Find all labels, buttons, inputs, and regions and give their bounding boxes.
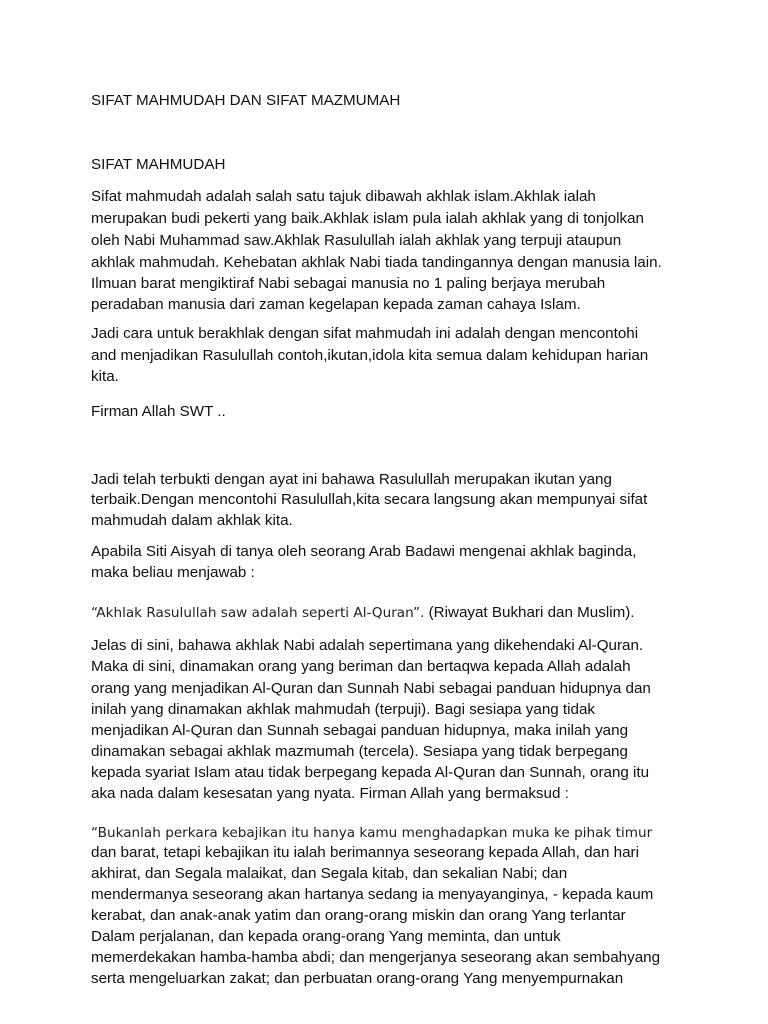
text-line: Maka di sini, dinamakan orang yang beriman dan bertaqwa kepada Allah adalah [91,658,631,675]
text-line: Jadi cara untuk berakhlak dengan sifat mahmudah ini adalah dengan mencontohi [91,325,639,342]
text-line: mahmudah dalam akhlak kita. [91,512,293,529]
text-line: Jadi telah terbukti dengan ayat ini bahawa Rasulullah merupakan ikutan yang [91,471,612,488]
text-line: memerdekakan hamba-hamba abdi; dan mengerjanya seseorang akan sembahyang [91,949,661,966]
text-line: mendermanya seseorang akan hartanya sedang ia menyayanginya, - kepada kaum [91,886,654,903]
quote-firman-start: “Bukanlah perkara kebajikan itu hanya kamu menghadapkan muka ke pihak timur [91,825,653,841]
text-line: serta mengeluarkan zakat; dan perbuatan orang-orang Yang menyempurnakan [91,970,624,987]
text-line: oleh Nabi Muhammad saw.Akhlak Rasulullah ialah akhlak yang terpuji ataupun [91,232,622,249]
text-line: akhirat, dan Segala malaikat, dan Segala kitab, dan sekalian Nabi; dan [91,865,568,882]
text-line: kita. [91,368,119,385]
text-line: Sifat mahmudah adalah salah satu tajuk dibawah akhlak islam.Akhlak ialah [91,188,596,205]
text-line: dinamakan sebagai akhlak mazmumah (tercela). Sesiapa yang tidak berpegang [91,743,628,760]
text-line: akhlak mahmudah. Kehebatan akhlak Nabi tiada tandingannya dengan manusia lain. [91,254,662,271]
text-line: Ilmuan barat mengiktiraf Nabi sebagai manusia no 1 paling berjaya merubah [91,275,606,292]
text-line: kepada syariat Islam atau tidak berpegang kepada Al-Quran dan Sunnah, orang itu [91,764,650,781]
section-heading: SIFAT MAHMUDAH [91,156,226,173]
text-line: kerabat, dan anak-anak yatim dan orang-orang miskin dan orang Yang terlantar [91,907,626,924]
quote-text: “Akhlak Rasulullah saw adalah seperti Al-Quran”. [91,605,425,621]
text-line: orang yang menjadikan Al-Quran dan Sunnah Nabi sebagai panduan hidupnya dan [91,680,651,697]
document-title: SIFAT MAHMUDAH DAN SIFAT MAZMUMAH [91,92,401,109]
quote-source: (Riwayat Bukhari dan Muslim). [424,604,635,621]
firman-line: Firman Allah SWT .. [91,403,226,420]
text-line: maka beliau menjawab : [91,564,255,581]
text-line: inilah yang dinamakan akhlak mahmudah (terpuji). Bagi sesiapa yang tidak [91,701,596,718]
text-line: Jelas di sini, bahawa akhlak Nabi adalah sepertimana yang dikehendaki Al-Quran. [91,637,644,654]
text-line: dan barat, tetapi kebajikan itu ialah berimannya seseorang kepada Allah, dan hari [91,844,639,861]
text-line: Apabila Siti Aisyah di tanya oleh seorang Arab Badawi mengenai akhlak baginda, [91,543,637,560]
text-line: and menjadikan Rasulullah contoh,ikutan,idola kita semua dalam kehidupan harian [91,347,649,364]
text-line: merupakan budi pekerti yang baik.Akhlak islam pula ialah akhlak yang di tonjolkan [91,210,644,227]
text-line: terbaik.Dengan mencontohi Rasulullah,kita secara langsung akan mempunyai sifat [91,491,648,508]
text-line: Dalam perjalanan, dan kepada orang-orang Yang meminta, dan untuk [91,928,561,945]
text-line: peradaban manusia dari zaman kegelapan kepada zaman cahaya Islam. [91,296,581,313]
quote-aisyah [91,603,635,623]
text-line: menjadikan Al-Quran dan Sunnah sebagai panduan hidupnya, maka inilah yang [91,722,629,739]
text-line: aka nada dalam kesesatan yang nyata. Firman Allah yang bermaksud : [91,785,569,802]
